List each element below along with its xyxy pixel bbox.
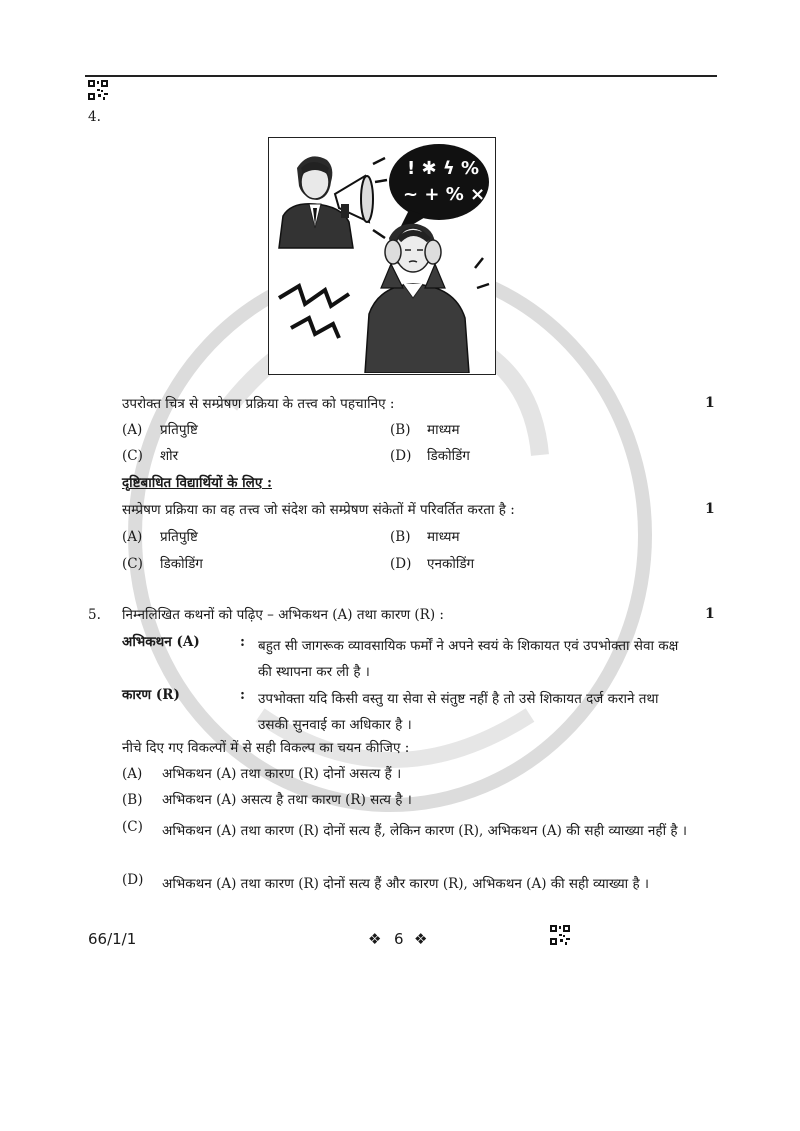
q5-option-c-text: अभिकथन (A) तथा कारण (R) दोनों सत्य हैं, लेकिन कारण (R), अभिकथन (A) की सही व्याख्या नहीं है । xyxy=(162,823,687,839)
question-4-prompt: उपरोक्त चित्र से सम्प्रेषण प्रक्रिया के तत्त्व को पहचानिए : xyxy=(122,396,395,412)
svg-text:! ✱ ϟ %: ! ✱ ϟ % xyxy=(407,158,479,179)
question-5-marks: 1 xyxy=(705,606,715,622)
vi-question-prompt: सम्प्रेषण प्रक्रिया का वह तत्त्व जो संदेश को सम्प्रेषण संकेतों में परिवर्तित करता है : xyxy=(122,502,515,518)
vi-option-b-text: माध्यम xyxy=(427,529,460,545)
vi-option-a-label: (A) xyxy=(122,529,143,545)
visually-impaired-heading: दृष्टिबाधित विद्यार्थियों के लिए : xyxy=(122,475,272,491)
q5-option-c-label: (C) xyxy=(122,819,143,835)
header-rule xyxy=(85,75,717,77)
question-4-number: 4. xyxy=(88,109,101,125)
page-ornament-left: ❖ xyxy=(368,930,382,948)
page-number: 6 xyxy=(394,930,404,948)
illustration-drawing xyxy=(269,138,494,373)
q4-option-a-text: प्रतिपुष्टि xyxy=(160,422,198,438)
assertion-label: अभिकथन (A) xyxy=(122,634,200,650)
q4-option-a-label: (A) xyxy=(122,422,143,438)
assertion-text: बहुत सी जागरूक व्यावसायिक फर्मों ने अपने स्वयं के शिकायत एवं उपभोक्ता सेवा कक्ष की स्थापना कर ली है । xyxy=(258,638,679,680)
q5-option-a-text: अभिकथन (A) तथा कारण (R) दोनों असत्य हैं । xyxy=(162,766,402,782)
noise-illustration xyxy=(268,137,496,375)
vi-question-marks: 1 xyxy=(705,501,715,517)
vi-option-c-text: डिकोडिंग xyxy=(160,556,203,572)
question-5-number: 5. xyxy=(88,607,101,623)
question-5-prompt: निम्नलिखित कथनों को पढ़िए – अभिकथन (A) तथा कारण (R) : xyxy=(122,607,444,623)
q5-option-d-text: अभिकथन (A) तथा कारण (R) दोनों सत्य हैं और कारण (R), अभिकथन (A) की सही व्याख्या है । xyxy=(162,876,650,892)
question-4-marks: 1 xyxy=(705,395,715,411)
choose-instruction: नीचे दिए गए विकल्पों में से सही विकल्प का चयन कीजिए : xyxy=(122,740,410,756)
reason-label: कारण (R) xyxy=(122,687,180,703)
q5-option-d-label: (D) xyxy=(122,872,144,888)
vi-option-a-text: प्रतिपुष्टि xyxy=(160,529,198,545)
paper-code: 66/1/1 xyxy=(88,930,137,948)
vi-option-b-label: (B) xyxy=(390,529,411,545)
q5-option-b-label: (B) xyxy=(122,792,143,808)
vi-option-d-label: (D) xyxy=(390,556,412,572)
reason-text: उपभोक्ता यदि किसी वस्तु या सेवा से संतुष्ट नहीं है तो उसे शिकायत दर्ज कराने तथा उसकी सुनवाई का अधिकार है । xyxy=(258,691,659,733)
q4-option-c-text: शोर xyxy=(160,448,179,464)
q4-option-c-label: (C) xyxy=(122,448,143,464)
q5-option-b-text: अभिकथन (A) असत्य है तथा कारण (R) सत्य है । xyxy=(162,792,412,808)
qr-code-icon xyxy=(88,80,108,100)
assertion-colon: : xyxy=(240,634,245,650)
svg-text:~ + % ×: ~ + % × xyxy=(403,184,486,205)
vi-option-d-text: एनकोडिंग xyxy=(427,556,475,572)
q4-option-b-label: (B) xyxy=(390,422,411,438)
vi-option-c-label: (C) xyxy=(122,556,143,572)
q5-option-a-label: (A) xyxy=(122,766,143,782)
reason-colon: : xyxy=(240,687,245,703)
page-ornament-right: ❖ xyxy=(414,930,428,948)
q4-option-b-text: माध्यम xyxy=(427,422,460,438)
q4-option-d-label: (D) xyxy=(390,448,412,464)
q4-option-d-text: डिकोडिंग xyxy=(427,448,470,464)
qr-code-icon xyxy=(550,925,570,945)
